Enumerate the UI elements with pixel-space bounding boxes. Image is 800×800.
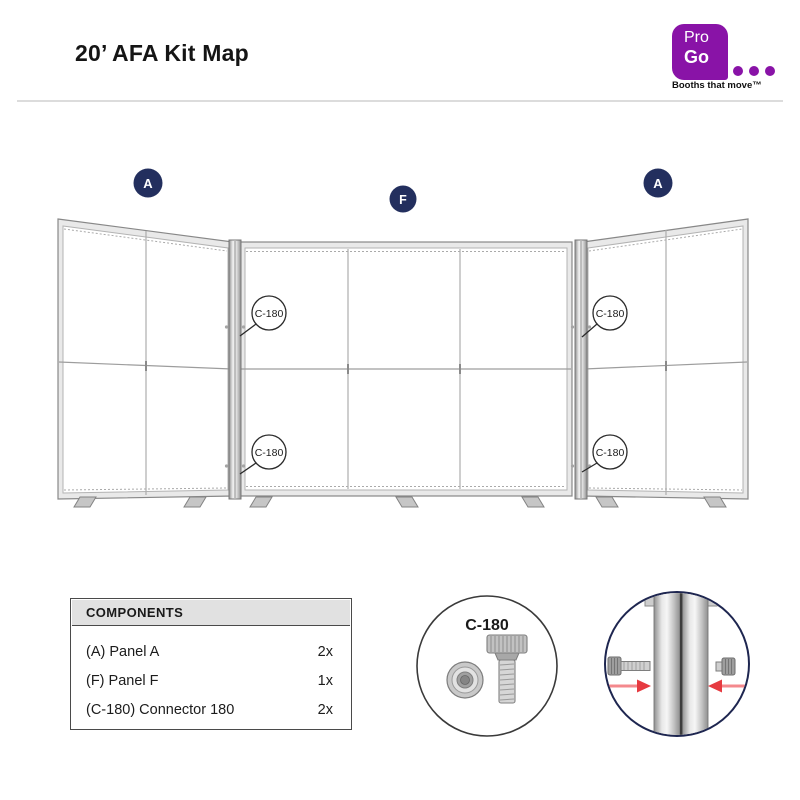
component-name: (A) Panel A <box>86 643 160 660</box>
component-name: (F) Panel F <box>86 672 159 689</box>
components-table-header: COMPONENTS <box>72 600 350 626</box>
components-table <box>70 598 352 730</box>
component-name: (C-180) Connector 180 <box>86 701 235 718</box>
component-qty: 2x <box>317 643 333 660</box>
logo-tagline: Booths that move™ <box>672 80 762 91</box>
page-title: 20’ AFA Kit Map <box>75 40 249 66</box>
component-qty: 2x <box>317 701 333 718</box>
badge-panel-a-right <box>644 169 673 198</box>
logo-line2: Go <box>684 47 709 67</box>
post-extrusion-icon <box>654 590 708 740</box>
badge-f-label: F <box>399 193 407 207</box>
table-row <box>71 638 351 665</box>
svg-text:C-180: C-180 <box>595 447 625 459</box>
knob-top-view-icon <box>447 662 483 698</box>
svg-text:C-180: C-180 <box>595 308 625 320</box>
badge-panel-f <box>390 186 417 213</box>
table-row <box>71 667 351 694</box>
svg-text:C-180: C-180 <box>254 308 284 320</box>
svg-text:C-180: C-180 <box>254 447 284 459</box>
c180-detail-title: C-180 <box>465 617 509 634</box>
logo-line1: Pro <box>684 29 709 46</box>
assembly-detail <box>605 590 750 740</box>
panel-f <box>240 242 572 496</box>
component-qty: 1x <box>317 672 333 689</box>
badge-a-right-label: A <box>653 176 663 191</box>
c180-hardware-detail <box>417 596 557 736</box>
table-row <box>71 696 351 723</box>
panel-a-left <box>58 219 233 499</box>
panel-feet <box>74 497 726 507</box>
badge-panel-a-left <box>134 169 163 198</box>
badge-a-left-label: A <box>143 176 153 191</box>
